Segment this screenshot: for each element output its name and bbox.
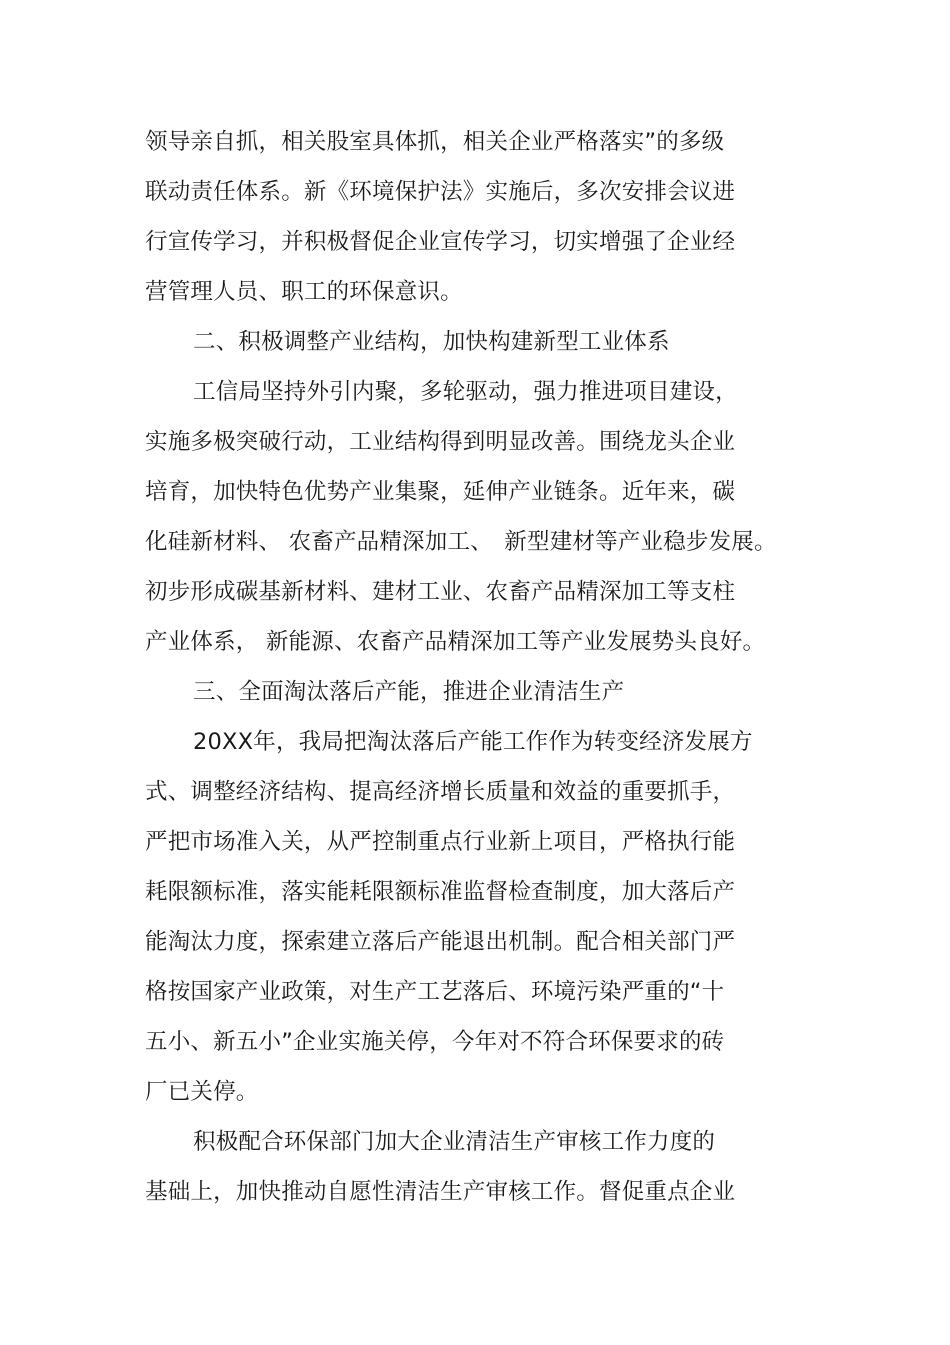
text-line: 联动责任体系。新《环境保护法》实施后，多次安排会议进	[145, 179, 736, 205]
text-line: 化硅新材料、 农畜产品精深加工、 新型建材等产业稳步发展。	[145, 529, 777, 555]
section-heading: 二、积极调整产业结构，加快构建新型工业体系	[193, 329, 670, 355]
text-line: 工信局坚持外引内聚，多轮驱动，强力推进项目建设，	[193, 379, 738, 405]
text-line: 严把市场准入关，从严控制重点行业新上项目，严格执行能	[145, 829, 736, 855]
text-line: 基础上，加快推动自愿性清洁生产审核工作。督促重点企业	[145, 1179, 736, 1205]
text-line: 产业体系， 新能源、农畜产品精深加工等产业发展势头良好。	[145, 629, 766, 655]
text-line: 厂已关停。	[145, 1079, 259, 1105]
text-line: 领导亲自抓，相关股室具体抓，相关企业严格落实”的多级	[145, 129, 725, 155]
section-heading: 三、全面淘汰落后产能，推进企业清洁生产	[193, 679, 625, 705]
text-line: 培育，加快特色优势产业集聚，延伸产业链条。近年来，碳	[145, 479, 736, 505]
text-line: 能淘汰力度，探索建立落后产能退出机制。配合相关部门严	[145, 929, 736, 955]
text-line: 初步形成碳基新材料、建材工业、农畜产品精深加工等支柱	[145, 579, 736, 605]
text-line: 耗限额标准，落实能耗限额标准监督检查制度，加大落后产	[145, 879, 736, 905]
text-line: 行宣传学习，并积极督促企业宣传学习，切实增强了企业经	[145, 229, 736, 255]
text-line: 营管理人员、职工的环保意识。	[145, 279, 463, 305]
text-line: 格按国家产业政策，对生产工艺落后、环境污染严重的“十	[145, 979, 725, 1005]
text-line: 20XX年，我局把淘汰落后产能工作作为转变经济发展方	[193, 729, 753, 755]
text-line: 五小、新五小”企业实施关停，今年对不符合环保要求的砖	[145, 1029, 725, 1055]
text-line: 积极配合环保部门加大企业清洁生产审核工作力度的	[193, 1129, 716, 1155]
text-line: 式、调整经济结构、提高经济增长质量和效益的重要抓手，	[145, 779, 736, 805]
text-line: 实施多极突破行动，工业结构得到明显改善。围绕龙头企业	[145, 429, 736, 455]
